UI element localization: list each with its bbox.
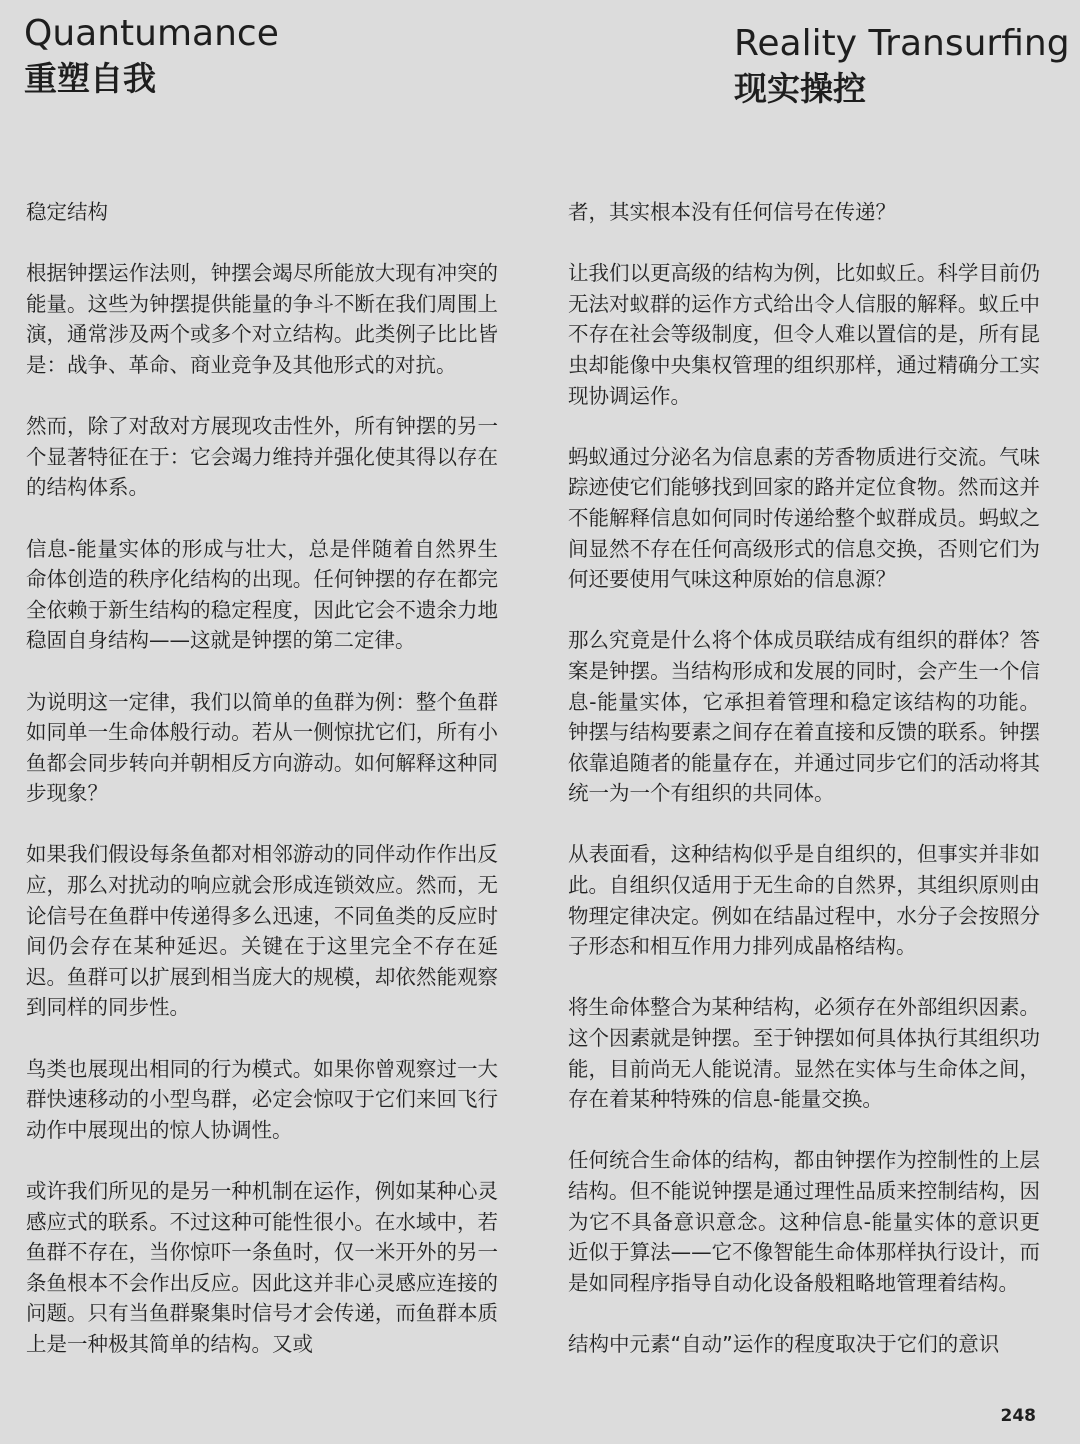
paragraph: 然而，除了对敌对方展现攻击性外，所有钟摆的另一个显著特征在于：它会竭力维持并强化使其得以存在的结构体系。 [26, 414, 498, 500]
paragraph: 结构中元素“自动”运作的程度取决于它们的意识 [568, 1331, 1000, 1356]
left-text-column [26, 197, 498, 1390]
left-title-chinese: 重塑自我 [24, 59, 156, 98]
section-heading: 稳定结构 [26, 200, 108, 224]
paragraph: 那么究竟是什么将个体成员联结成有组织的群体？答案是钟摆。当结构形成和发展的同时，会产生一个信息-能量实体，它承担着管理和稳定该结构的功能。钟摆与结构要素之间存在着直接和反馈的联系。钟摆依靠追随者的能量存在，并通过同步它们的活动将其统一为一个有组织的共同体。 [568, 628, 1040, 806]
page-number: 248 [1000, 1406, 1036, 1426]
paragraph: 鸟类也展现出相同的行为模式。如果你曾观察过一大群快速移动的小型鸟群，必定会惊叹于它们来回飞行动作中展现出的惊人协调性。 [26, 1056, 498, 1142]
paragraph: 根据钟摆运作法则，钟摆会竭尽所能放大现有冲突的能量。这些为钟摆提供能量的争斗不断在我们周围上演，通常涉及两个或多个对立结构。此类例子比比皆是：战争、革命、商业竞争及其他形式的对抗。 [26, 261, 498, 377]
paragraph: 让我们以更高级的结构为例，比如蚁丘。科学目前仍无法对蚁群的运作方式给出令人信服的解释。蚁丘中不存在社会等级制度，但令人难以置信的是，所有昆虫却能像中央集权管理的组织那样，通过精确分工实现协调运作。 [568, 261, 1040, 408]
right-text-column [568, 197, 1040, 1390]
header-right [734, 22, 1070, 112]
paragraph: 为说明这一定律，我们以简单的鱼群为例：整个鱼群如同单一生命体般行动。若从一侧惊扰它们，所有小鱼都会同步转向并朝相反方向游动。如何解释这种同步现象？ [26, 689, 498, 806]
paragraph: 或许我们所见的是另一种机制在运作，例如某种心灵感应式的联系。不过这种可能性很小。在水域中，若鱼群不存在，当你惊吓一条鱼时，仅一米开外的另一条鱼根本不会作出反应。因此这并非心灵感应连接的问题。只有当鱼群聚集时信号才会传递，而鱼群本质上是一种极其简单的结构。又或 [26, 1179, 498, 1356]
paragraph: 者，其实根本没有任何信号在传递？ [568, 200, 896, 224]
paragraph: 任何统合生命体的结构，都由钟摆作为控制性的上层结构。但不能说钟摆是通过理性品质来控制结构，因为它不具备意识意念。这种信息-能量实体的意识更近似于算法——它不像智能生命体那样执行设计，而是如同程序指导自动化设备般粗略地管理着结构。 [568, 1148, 1040, 1295]
left-title-english: Quantumance [24, 13, 279, 54]
paragraph: 将生命体整合为某种结构，必须存在外部组织因素。这个因素就是钟摆。至于钟摆如何具体执行其组织功能，目前尚无人能说清。显然在实体与生命体之间，存在着某种特殊的信息-能量交换。 [568, 995, 1040, 1112]
paragraph: 信息-能量实体的形成与壮大，总是伴随着自然界生命体创造的秩序化结构的出现。任何钟摆的存在都完全依赖于新生结构的稳定程度，因此它会不遗余力地稳固自身结构——这就是钟摆的第二定律。 [26, 536, 498, 653]
paragraph: 从表面看，这种结构似乎是自组织的，但事实并非如此。自组织仅适用于无生命的自然界，其组织原则由物理定律决定。例如在结晶过程中，水分子会按照分子形态和相互作用力排列成晶格结构。 [568, 842, 1040, 959]
right-title-chinese: 现实操控 [734, 69, 866, 108]
paragraph: 如果我们假设每条鱼都对相邻游动的同伴动作作出反应，那么对扰动的响应就会形成连锁效应。然而，无论信号在鱼群中传递得多么迅速，不同鱼类的反应时间仍会存在某种延迟。关键在于这里完全不存在延迟。鱼群可以扩展到相当庞大的规模，却依然能观察到同样的同步性。 [26, 842, 498, 1020]
paragraph: 蚂蚁通过分泌名为信息素的芳香物质进行交流。气味踪迹使它们能够找到回家的路并定位食物。然而这并不能解释信息如何同时传递给整个蚁群成员。蚂蚁之间显然不存在任何高级形式的信息交换，否则它们为何还要使用气味这种原始的信息源？ [568, 444, 1040, 592]
right-title-english: Reality Transurfing [734, 23, 1070, 64]
header-left [24, 12, 279, 102]
